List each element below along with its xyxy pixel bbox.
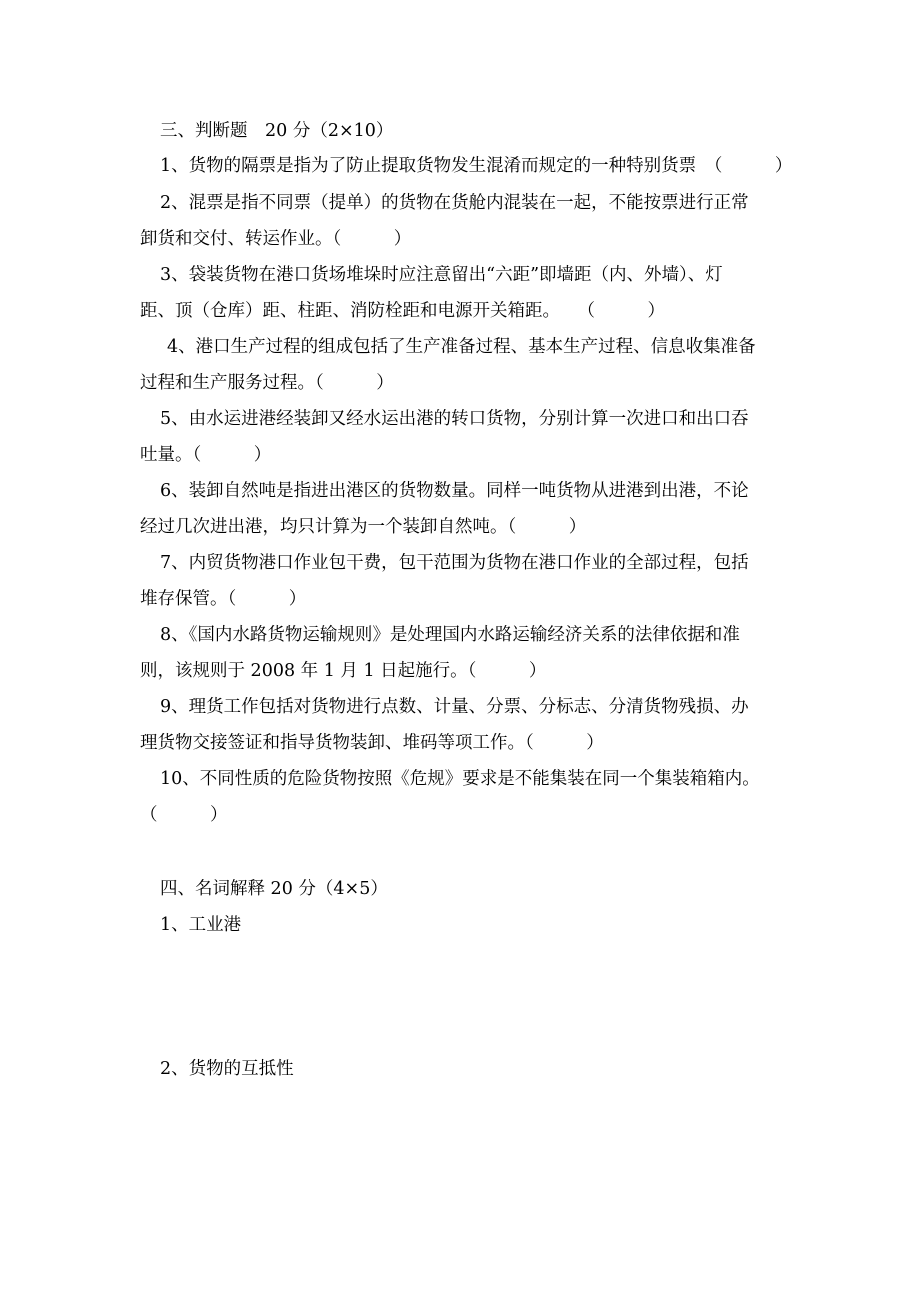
question-1-line-1: 1、货物的隔票是指为了防止提取货物发生混淆而规定的一种特别货票 （ ） xyxy=(160,156,793,176)
section-four-heading: 四、名词解释 20 分（4×5） xyxy=(160,879,388,899)
question-7-line-2: 堆存保管。（ ） xyxy=(140,589,307,609)
question-4-line-1: 4、港口生产过程的组成包括了生产准备过程、基本生产过程、信息收集准备 xyxy=(167,337,756,357)
section-three-heading: 三、判断题 20 分（2×10） xyxy=(160,121,394,141)
question-10-line-1: 10、不同性质的危险货物按照《危规》要求是不能集装在同一个集装箱箱内。 xyxy=(160,769,760,789)
question-2-line-1: 2、混票是指不同票（提单）的货物在货舱内混装在一起，不能按票进行正常 xyxy=(160,193,749,213)
question-7-line-1: 7、内贸货物港口作业包干费，包干范围为货物在港口作业的全部过程，包括 xyxy=(160,553,749,573)
question-3-line-2: 距、顶（仓库）距、柱距、消防栓距和电源开关箱距。 （ ） xyxy=(140,301,665,321)
question-4-line-2: 过程和生产服务过程。（ ） xyxy=(140,373,394,393)
term-1: 1、工业港 xyxy=(160,915,242,935)
question-8-line-2: 则，该规则于 2008 年 1 月 1 日起施行。（ ） xyxy=(140,661,547,681)
question-5-line-1: 5、由水运进港经装卸又经水运出港的转口货物，分别计算一次进口和出口吞 xyxy=(160,409,749,429)
question-9-line-1: 9、理货工作包括对货物进行点数、计量、分票、分标志、分清货物残损、办 xyxy=(160,697,749,717)
question-8-line-1: 8、《国内水路货物运输规则》是处理国内水路运输经济关系的法律依据和准 xyxy=(160,625,740,645)
term-2: 2、货物的互抵性 xyxy=(160,1059,294,1079)
question-9-line-2: 理货物交接签证和指导货物装卸、堆码等项工作。（ ） xyxy=(140,733,604,753)
question-10-line-2: （ ） xyxy=(140,805,228,825)
question-3-line-1: 3、袋装货物在港口货场堆垛时应注意留出“六距”即墙距（内、外墙）、灯 xyxy=(160,265,723,285)
question-5-line-2: 吐量。（ ） xyxy=(140,445,272,465)
question-6-line-2: 经过几次进出港，均只计算为一个装卸自然吨。（ ） xyxy=(140,517,587,537)
question-2-line-2: 卸货和交付、转运作业。（ ） xyxy=(140,229,412,249)
question-6-line-1: 6、装卸自然吨是指进出港区的货物数量。同样一吨货物从进港到出港，不论 xyxy=(160,481,749,501)
